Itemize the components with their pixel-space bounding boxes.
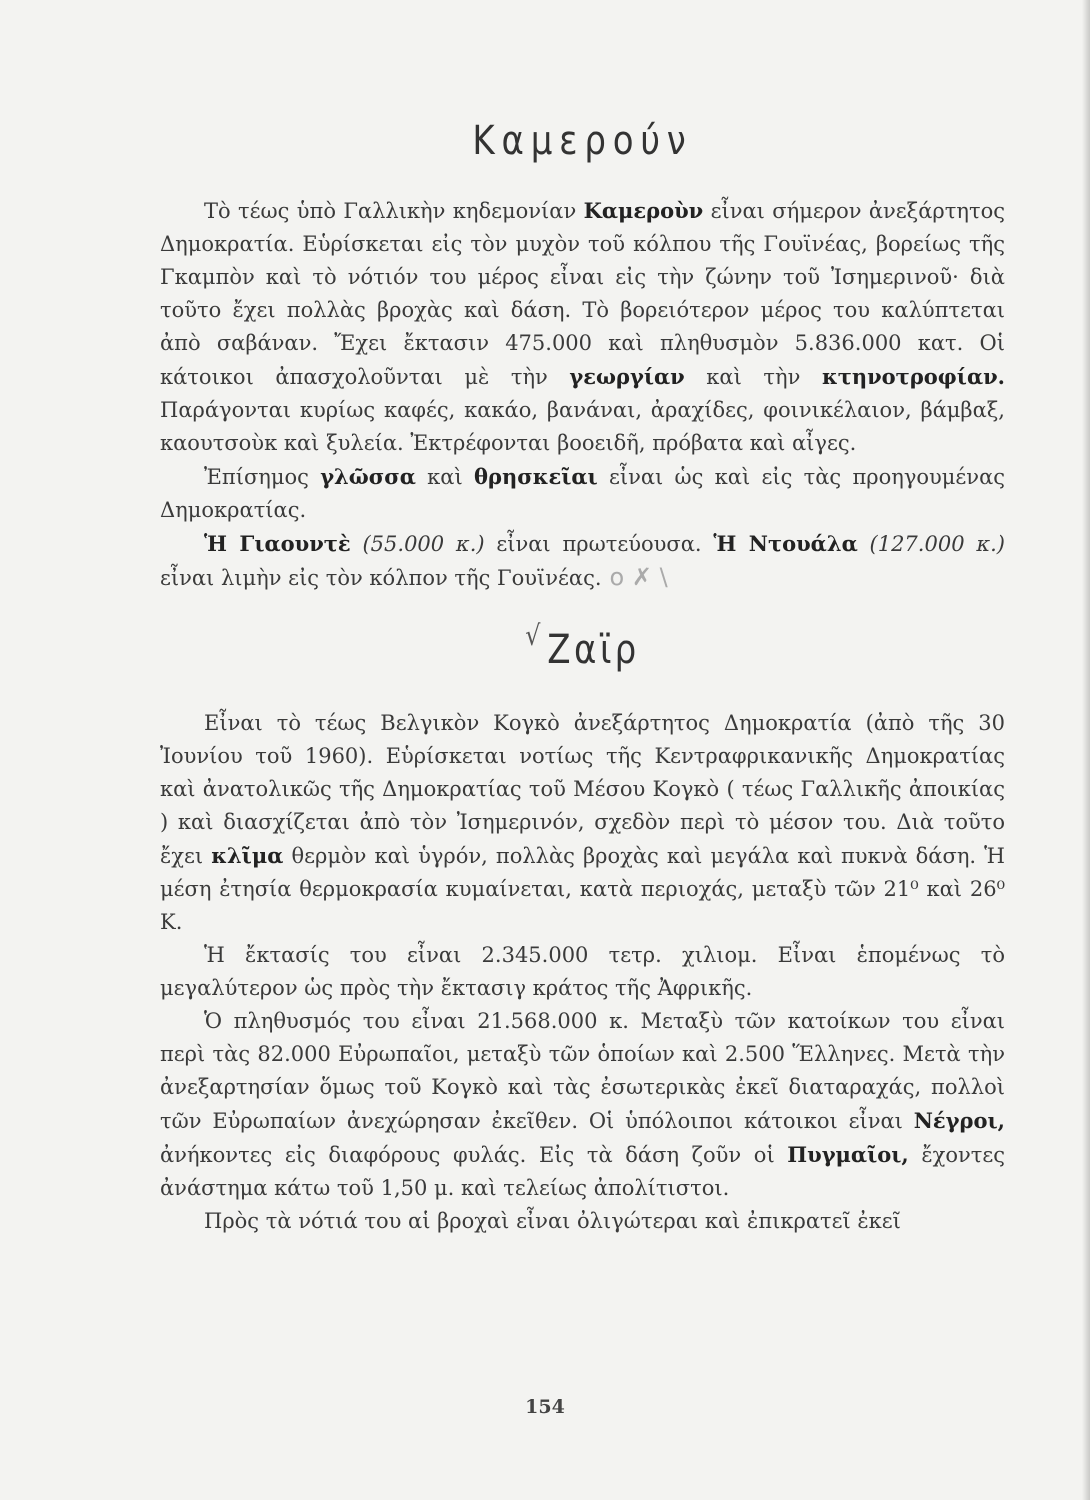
cameroon-paragraph-1: Τὸ τέως ὑπὸ Γαλλικὴν κηδεμονίαν Καμεροὺν εἶναι σήμερον ἀνεξάρτητος Δημοκρατία. Εὑρίσκεται εἰς τὸν μυχὸν τοῦ κόλπου τῆς Γουϊνέας, βορείως τῆς Γκαμπὸν καὶ τὸ νότιόν του μέρος εἶναι εἰς τὴν ζώνην τοῦ Ἰσημερινοῦ· διὰ τοῦτο ἔχει πολλὰς βροχὰς καὶ δάση. Τὸ βορειότερον μέρος του καλύπτεται ἀπὸ σαβάναν. Ἔχει ἔκτασιν 475.000 καὶ πληθυσμὸν 5.836.000 κατ. Οἱ κάτοικοι ἀπασχολοῦνται μὲ τὴν γεωργίαν καὶ τὴν κτηνοτροφίαν. Παράγονται κυρίως καφές, κακάο, βανάναι, ἀραχίδες, φοινικέλαιον, βάμβαξ, καουτσοὺκ καὶ ξυλεία. Ἐκτρέφονται βοοειδῆ, πρόβατα καὶ αἶγες. (160, 198, 1005, 455)
page-body (160, 118, 1005, 1238)
language-bold: γλῶσσα (320, 464, 416, 489)
cameroon-name-bold: Καμεροὺν (583, 198, 704, 223)
port-city-population: (127.000 κ.) (857, 532, 1005, 556)
cameroon-paragraph-3: Ἡ Γιαουντὲ (55.000 κ.) εἶναι πρωτεύουσα. Ἡ Ντουάλα (127.000 κ.) εἶναι λιμὴν εἰς τὸν κόλπον τῆς Γουϊνέας. ο ✗ \ (160, 531, 1005, 591)
zaire-paragraph-1: Εἶναι τὸ τέως Βελγικὸν Κογκὸ ἀνεξάρτητος Δημοκρατία (ἀπὸ τῆς 30 Ἰουνίου τοῦ 1960). Εὑρίσκεται νοτίως τῆς Κεντραφρικανικῆς Δημοκρατίας καὶ ἀνατολικῶς τῆς Δημοκρατίας τοῦ Μέσου Κογκὸ ( τέως Γαλλικῆς ἀποικίας ) καὶ διασχίζεται ἀπὸ τὸν Ἰσημερινόν, σχεδὸν περὶ τὸ μέσον του. Διὰ τοῦτο ἔχει κλῖμα θερμὸν καὶ ὑγρόν, πολλὰς βροχὰς καὶ μεγάλα καὶ πυκνὰ δάση. Ἡ μέση ἐτησία θερμοκρασία κυμαίνεται, κατὰ περιοχάς, μεταξὺ τῶν 21⁰ καὶ 26⁰ Κ. (160, 711, 1005, 934)
climate-bold: κλῖμα (211, 843, 284, 868)
livestock-bold: κτηνοτροφίαν. (821, 364, 1005, 389)
page-edge (1082, 0, 1090, 1500)
port-city-bold: Ντουάλα (748, 531, 858, 556)
zaire-paragraph-3: Ὁ πληθυσμός του εἶναι 21.568.000 κ. Μεταξὺ τῶν κατοίκων του εἶναι περὶ τὰς 82.000 Εὐρωπαῖοι, μεταξὺ τῶν ὁποίων καὶ 2.500 Ἕλληνες. Μετὰ τὴν ἀνεξαρτησίαν ὅμως τοῦ Κογκὸ καὶ τὰς ἐσωτερικὰς ἐκεῖ διαταραχάς, πολλοὶ τῶν Εὐρωπαίων ἀνεχώρησαν ἐκεῖθεν. Οἱ ὑπόλοιποι κάτοικοι εἶναι Νέγροι, ἀνήκοντες εἰς διαφόρους φυλάς. Εἰς τὰ δάση ζοῦν οἱ Πυγμαῖοι, ἔχοντες ἀνάστημα κάτω τοῦ 1,50 μ. καὶ τελείως ἀπολίτιστοι. (160, 1009, 1006, 1200)
page-number: 154 (525, 1396, 565, 1418)
pygmies-bold: Πυγμαῖοι, (787, 1142, 909, 1167)
zaire-title: √Ζαϊρ (525, 619, 640, 673)
handwritten-margin-note: ο ✗ \ (609, 563, 668, 591)
blacks-bold: Νέγροι, (913, 1108, 1005, 1133)
agriculture-bold: γεωργίαν (569, 364, 685, 389)
capital-bold: Γιαουντὲ (239, 531, 351, 556)
check-mark-icon: √ (525, 619, 544, 652)
zaire-paragraph-4: Πρὸς τὰ νότιά του αἱ βροχαὶ εἶναι ὀλιγώτεραι καὶ ἐπικρατεῖ ἐκεῖ (204, 1209, 901, 1233)
cameroon-paragraph-2: Ἐπίσημος γλῶσσα καὶ θρησκεῖαι εἶναι ὡς καὶ εἰς τὰς προηγουμένας Δημοκρατίας. (160, 464, 1006, 522)
zaire-paragraph-2: Ἡ ἔκτασίς του εἶναι 2.345.000 τετρ. χιλιομ. Εἶναι ἑπομένως τὸ μεγαλύτερον ὡς πρὸς τὴν ἔκτασιγ κράτος τῆς Ἀφρικῆς. (160, 943, 1005, 1000)
cameroon-title: Καμερούν (472, 118, 693, 164)
religion-bold: θρησκεῖαι (473, 464, 598, 489)
capital-population: (55.000 κ.) (350, 532, 485, 556)
